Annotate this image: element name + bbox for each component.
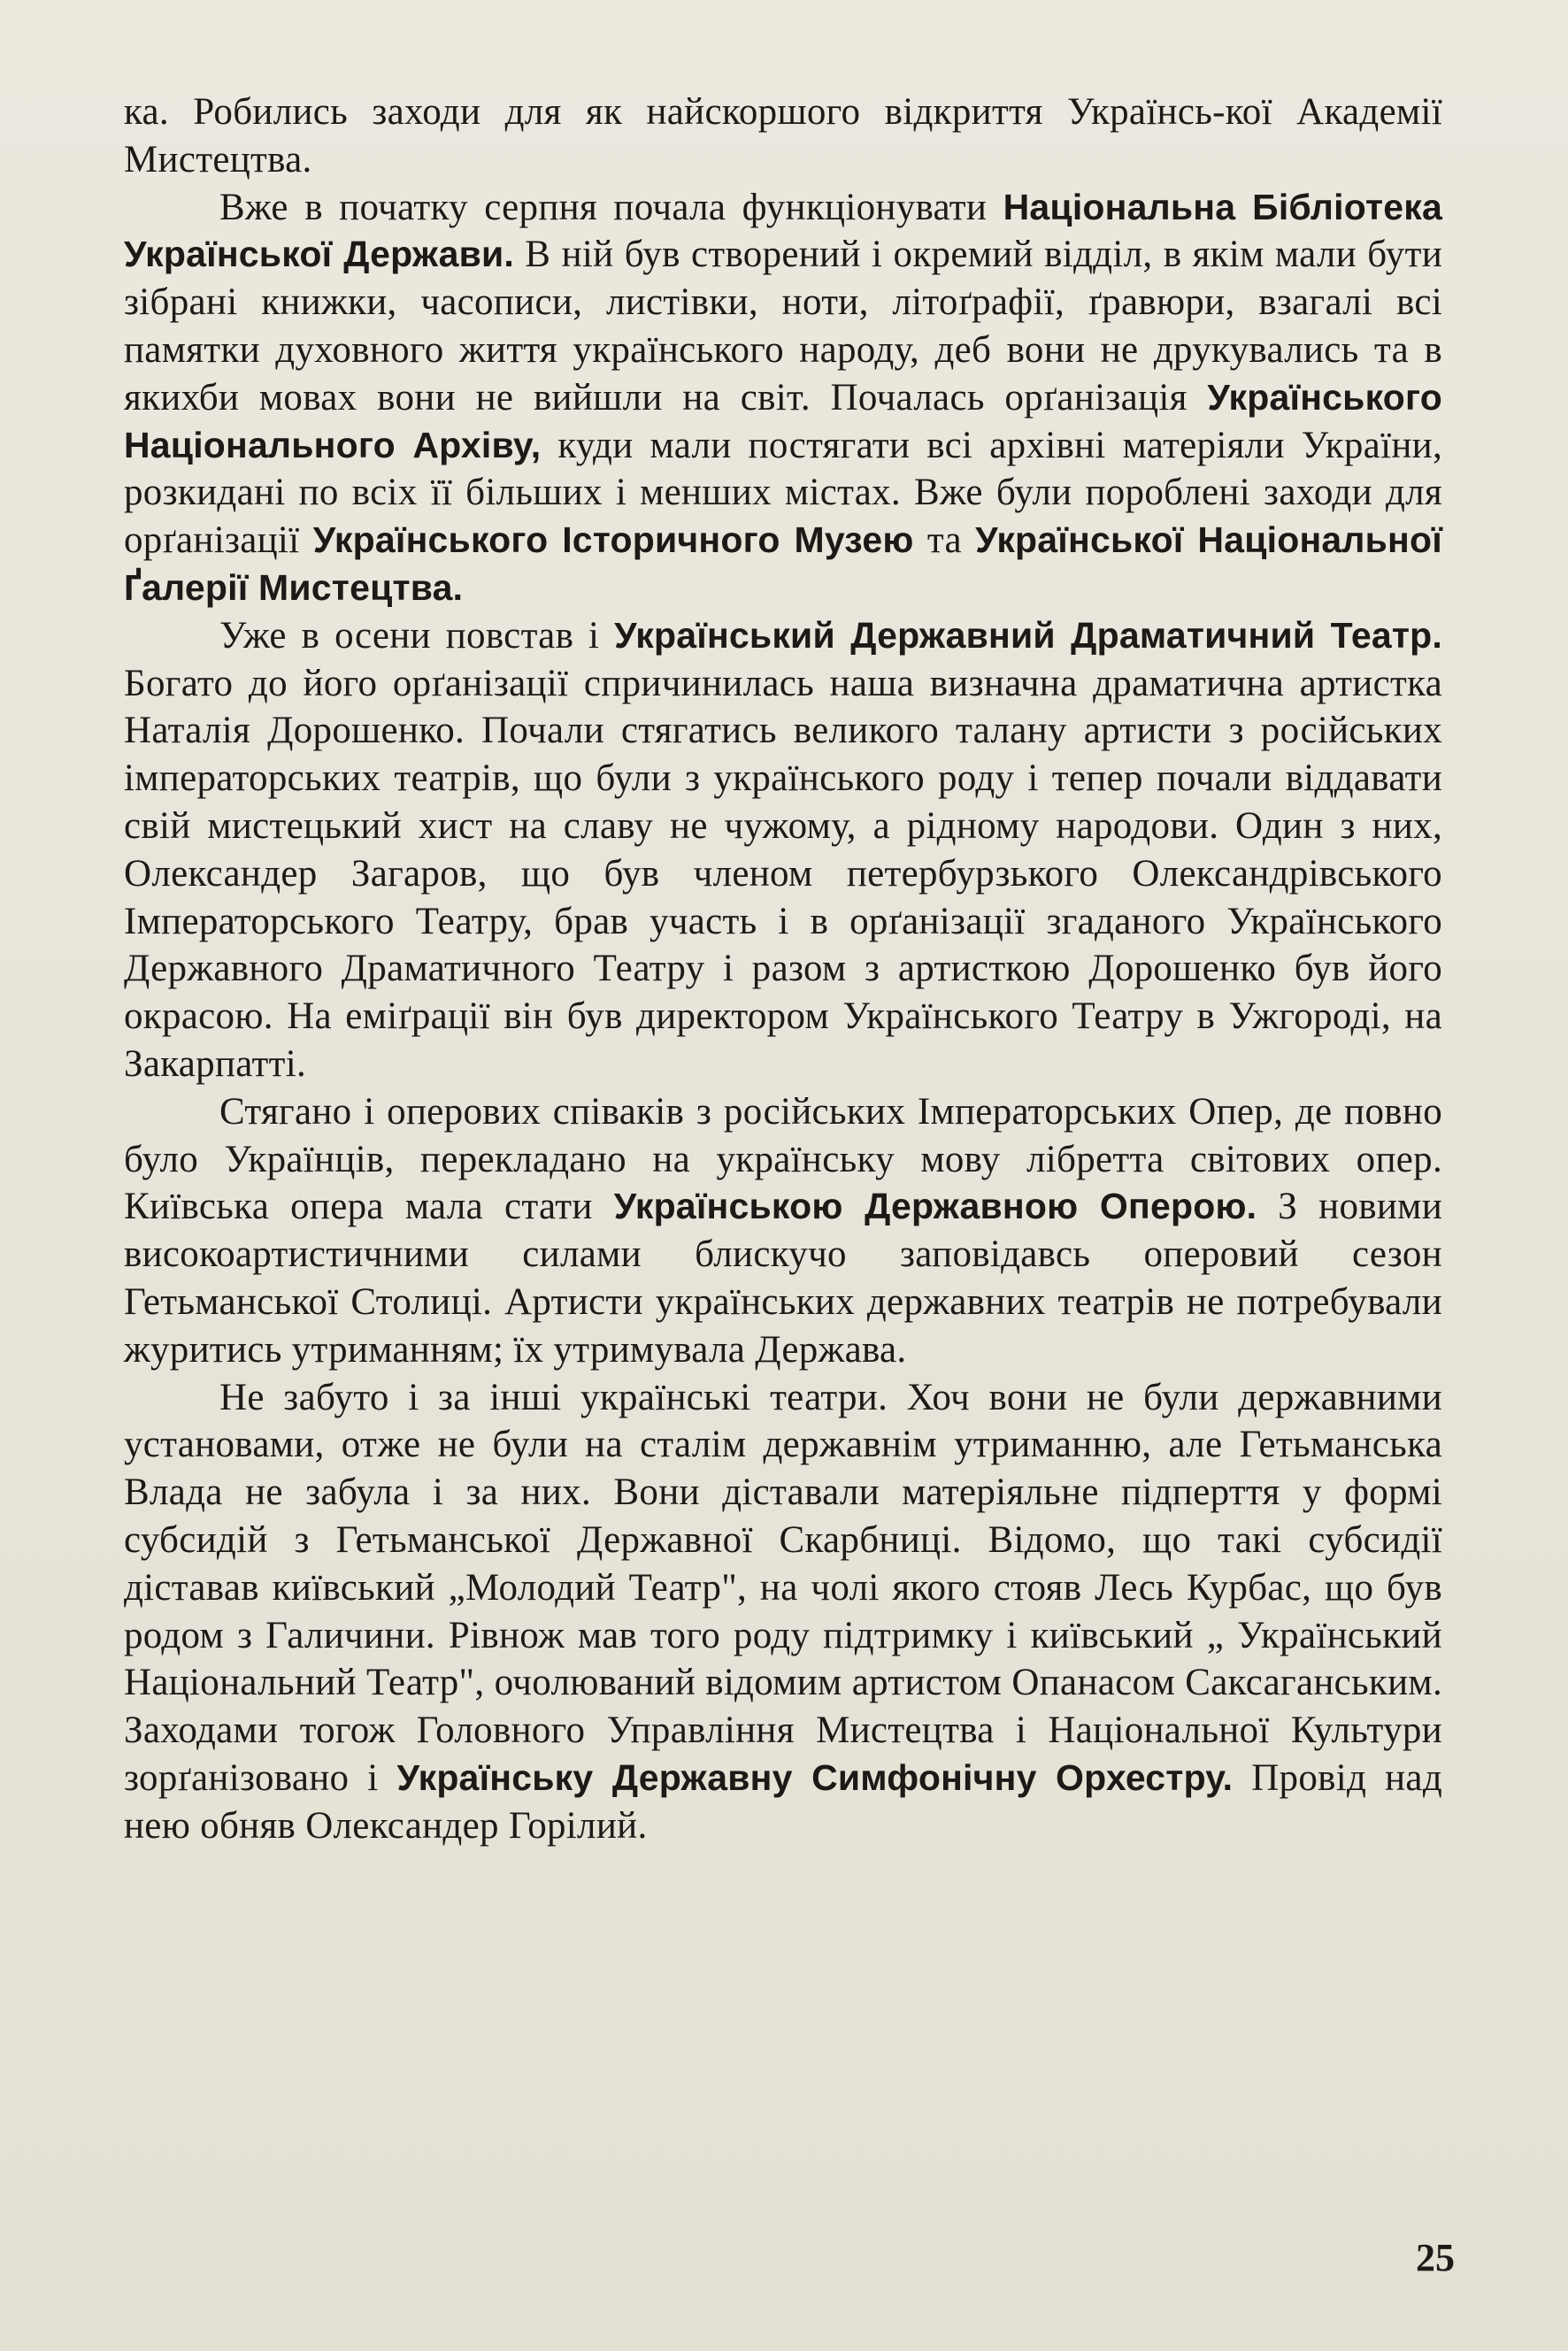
- bold-phrase: Українську Державну Симфонічну Орхестру.: [396, 1756, 1234, 1798]
- paragraph: [124, 1088, 1442, 1374]
- text-run: В ній був створений і окремий відділ, в якім мали бути зібрані книжки, часописи, листівки, ноти, літоґрафії, ґравюри, взагалі всі памятки духовного життя українського народу, деб вони не друкувались та в якихби мовах вони не вийшли на світ. Почалась орґанізація: [124, 234, 1442, 419]
- paragraph: [124, 88, 1442, 184]
- bold-phrase: Українського Національного Архіву,: [124, 376, 1442, 465]
- text-run: Не забуто і за інші українські театри. Хоч вони не були державними установами, отже не були на сталім державнім утриманню, але Гетьманська Влада не забула і за них. Вони діставали матеріяльне підперття у формі субсидій з Гетьманської Державної Скарбниці. Відомо, що такі субсидії діставав київський „Молодий Театр", на чолі якого стояв Лесь Курбас, що був родом з Галичини. Рівнож мав того роду підтримку і київський „ Український Національний Театр", очолюваний відомим артистом Опанасом Саксаганським. Заходами тогож Головного Управління Мистецтва і Національної Культури зорґанізовано і: [124, 1376, 1442, 1799]
- text-run: Стягано і оперових співаків з російських Імператорських Опер, де повно було Українців, перекладано на українську мову лібретта світових опер. Київська опера мала стати: [124, 1090, 1442, 1228]
- text-run: Богато до його орґанізації спричинилась наша визначна драматична артистка Наталія Дорошенко. Почали стягатись великого талану артисти з російських імператорських театрів, що були з українського роду і тепер почали віддавати свій мистецький хист на славу не чужому, а рідному народови. Один з них, Олександер Загаров, що був членом петербурзького Олександрівського Імператорського Театру, брав участь і в орґанізації згаданого Українського Державного Драматичного Театру і разом з артисткою Дорошенко був його окрасою. На еміґрації він був директором Українського Театру в Ужгороді, на Закарпатті.: [124, 662, 1442, 1085]
- page-number: 25: [1416, 2236, 1455, 2279]
- text-run: та: [913, 519, 976, 562]
- text-run: Вже в початку серпня почала функціонувати: [219, 186, 1003, 228]
- bold-phrase: Український Державний Драматичний Театр.: [614, 614, 1442, 656]
- bold-phrase: Українською Державною Оперою.: [613, 1186, 1257, 1227]
- text-run: куди мали постягати всі архівні матеріяли України, розкидані по всіх її більших і менших містах. Вже були пороблені заходи для орґанізації: [124, 424, 1442, 562]
- text-run: З новими високоартистичними силами блискучо заповідавсь оперовий сезон Гетьманської Столиці. Артисти українських державних театрів не потребували журитись утриманням; їх утримувала Держава.: [124, 1186, 1443, 1371]
- text-run: Уже в осени повстав і: [219, 614, 615, 657]
- text-run: Провід над нею обняв Олександер Горілий.: [124, 1756, 1442, 1847]
- paragraph: [124, 1374, 1442, 1850]
- body-text: [124, 88, 1442, 1849]
- text-run: ка. Робились заходи для як найскоршого відкриття Українсь-кої Академії Мистецтва.: [124, 91, 1442, 181]
- paragraph: [124, 184, 1442, 612]
- bold-phrase: Українського Історичного Музею: [312, 519, 914, 561]
- paragraph: [124, 612, 1442, 1088]
- bold-phrase: Української Національної Ґалерії Мистецтва.: [124, 519, 1442, 608]
- bold-phrase: Національна Бібліотека Української Держави.: [124, 186, 1442, 275]
